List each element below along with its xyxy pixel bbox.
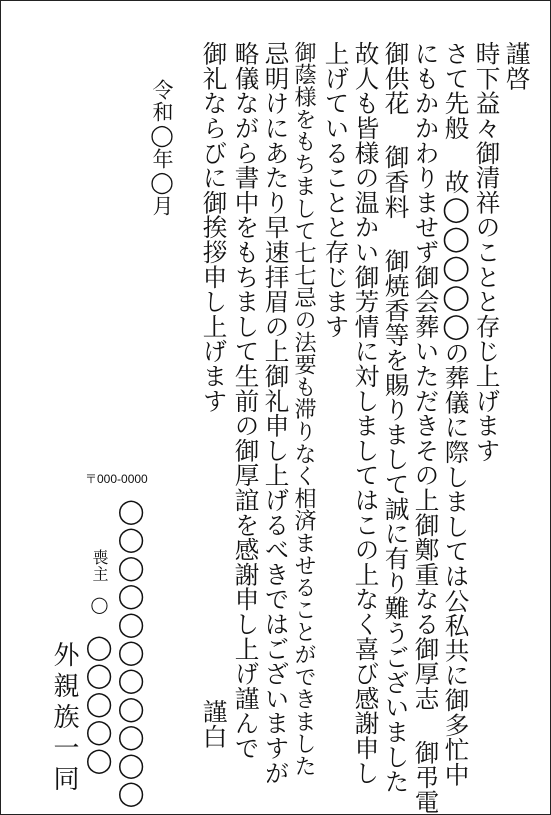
mourner-label: 喪主: [90, 549, 109, 582]
letter-line-1: 時下益々御清祥のことと存じ上げます: [472, 41, 502, 463]
postal-code: 〒000-0000: [85, 472, 148, 486]
letter-line-8: 忌明けにあたり早速拝眉の上御礼申し上げるべきではございますが: [261, 41, 291, 785]
relatives-label: 外親族一同: [49, 641, 79, 796]
letter-line-6: 上げていることと存じます: [321, 41, 351, 339]
letter-date: 令和◯年◯月: [150, 79, 174, 217]
letter-line-10: 御礼ならびに御挨拶申し上げます: [199, 41, 229, 413]
letter-line-5: 故人も皆様の温かい御芳情に対しましてはこの上なく喜び感謝申し: [351, 41, 381, 785]
letter-line-2: さて先般 故◯◯◯◯◯の葬儀に際しましては公私共に御多忙中: [441, 41, 471, 787]
closing-remark: 謹白: [199, 699, 229, 749]
letter-opening: 謹啓: [502, 41, 532, 91]
sender-address: ◯◯◯◯◯◯◯◯◯◯◯: [117, 497, 145, 808]
mourner-name: ◯: [90, 595, 109, 615]
relatives-names: ◯◯◯◯◯: [85, 633, 113, 774]
letter-line-4: 御供花 御香料 御焼香等を賜りまして誠に有り難うございました: [381, 41, 411, 794]
letter-line-7: 御蔭様をもちまして七七忌の法要も滞りなく相済ませることができました: [291, 41, 318, 777]
letter-line-3: にもかかわりませず御会葬いただきその上御鄭重なる御厚志 御弔電: [411, 41, 441, 815]
letter-line-9: 略儀ながら書中をもちまして生前の御厚誼を感謝申し上げ謹んで: [231, 41, 261, 761]
